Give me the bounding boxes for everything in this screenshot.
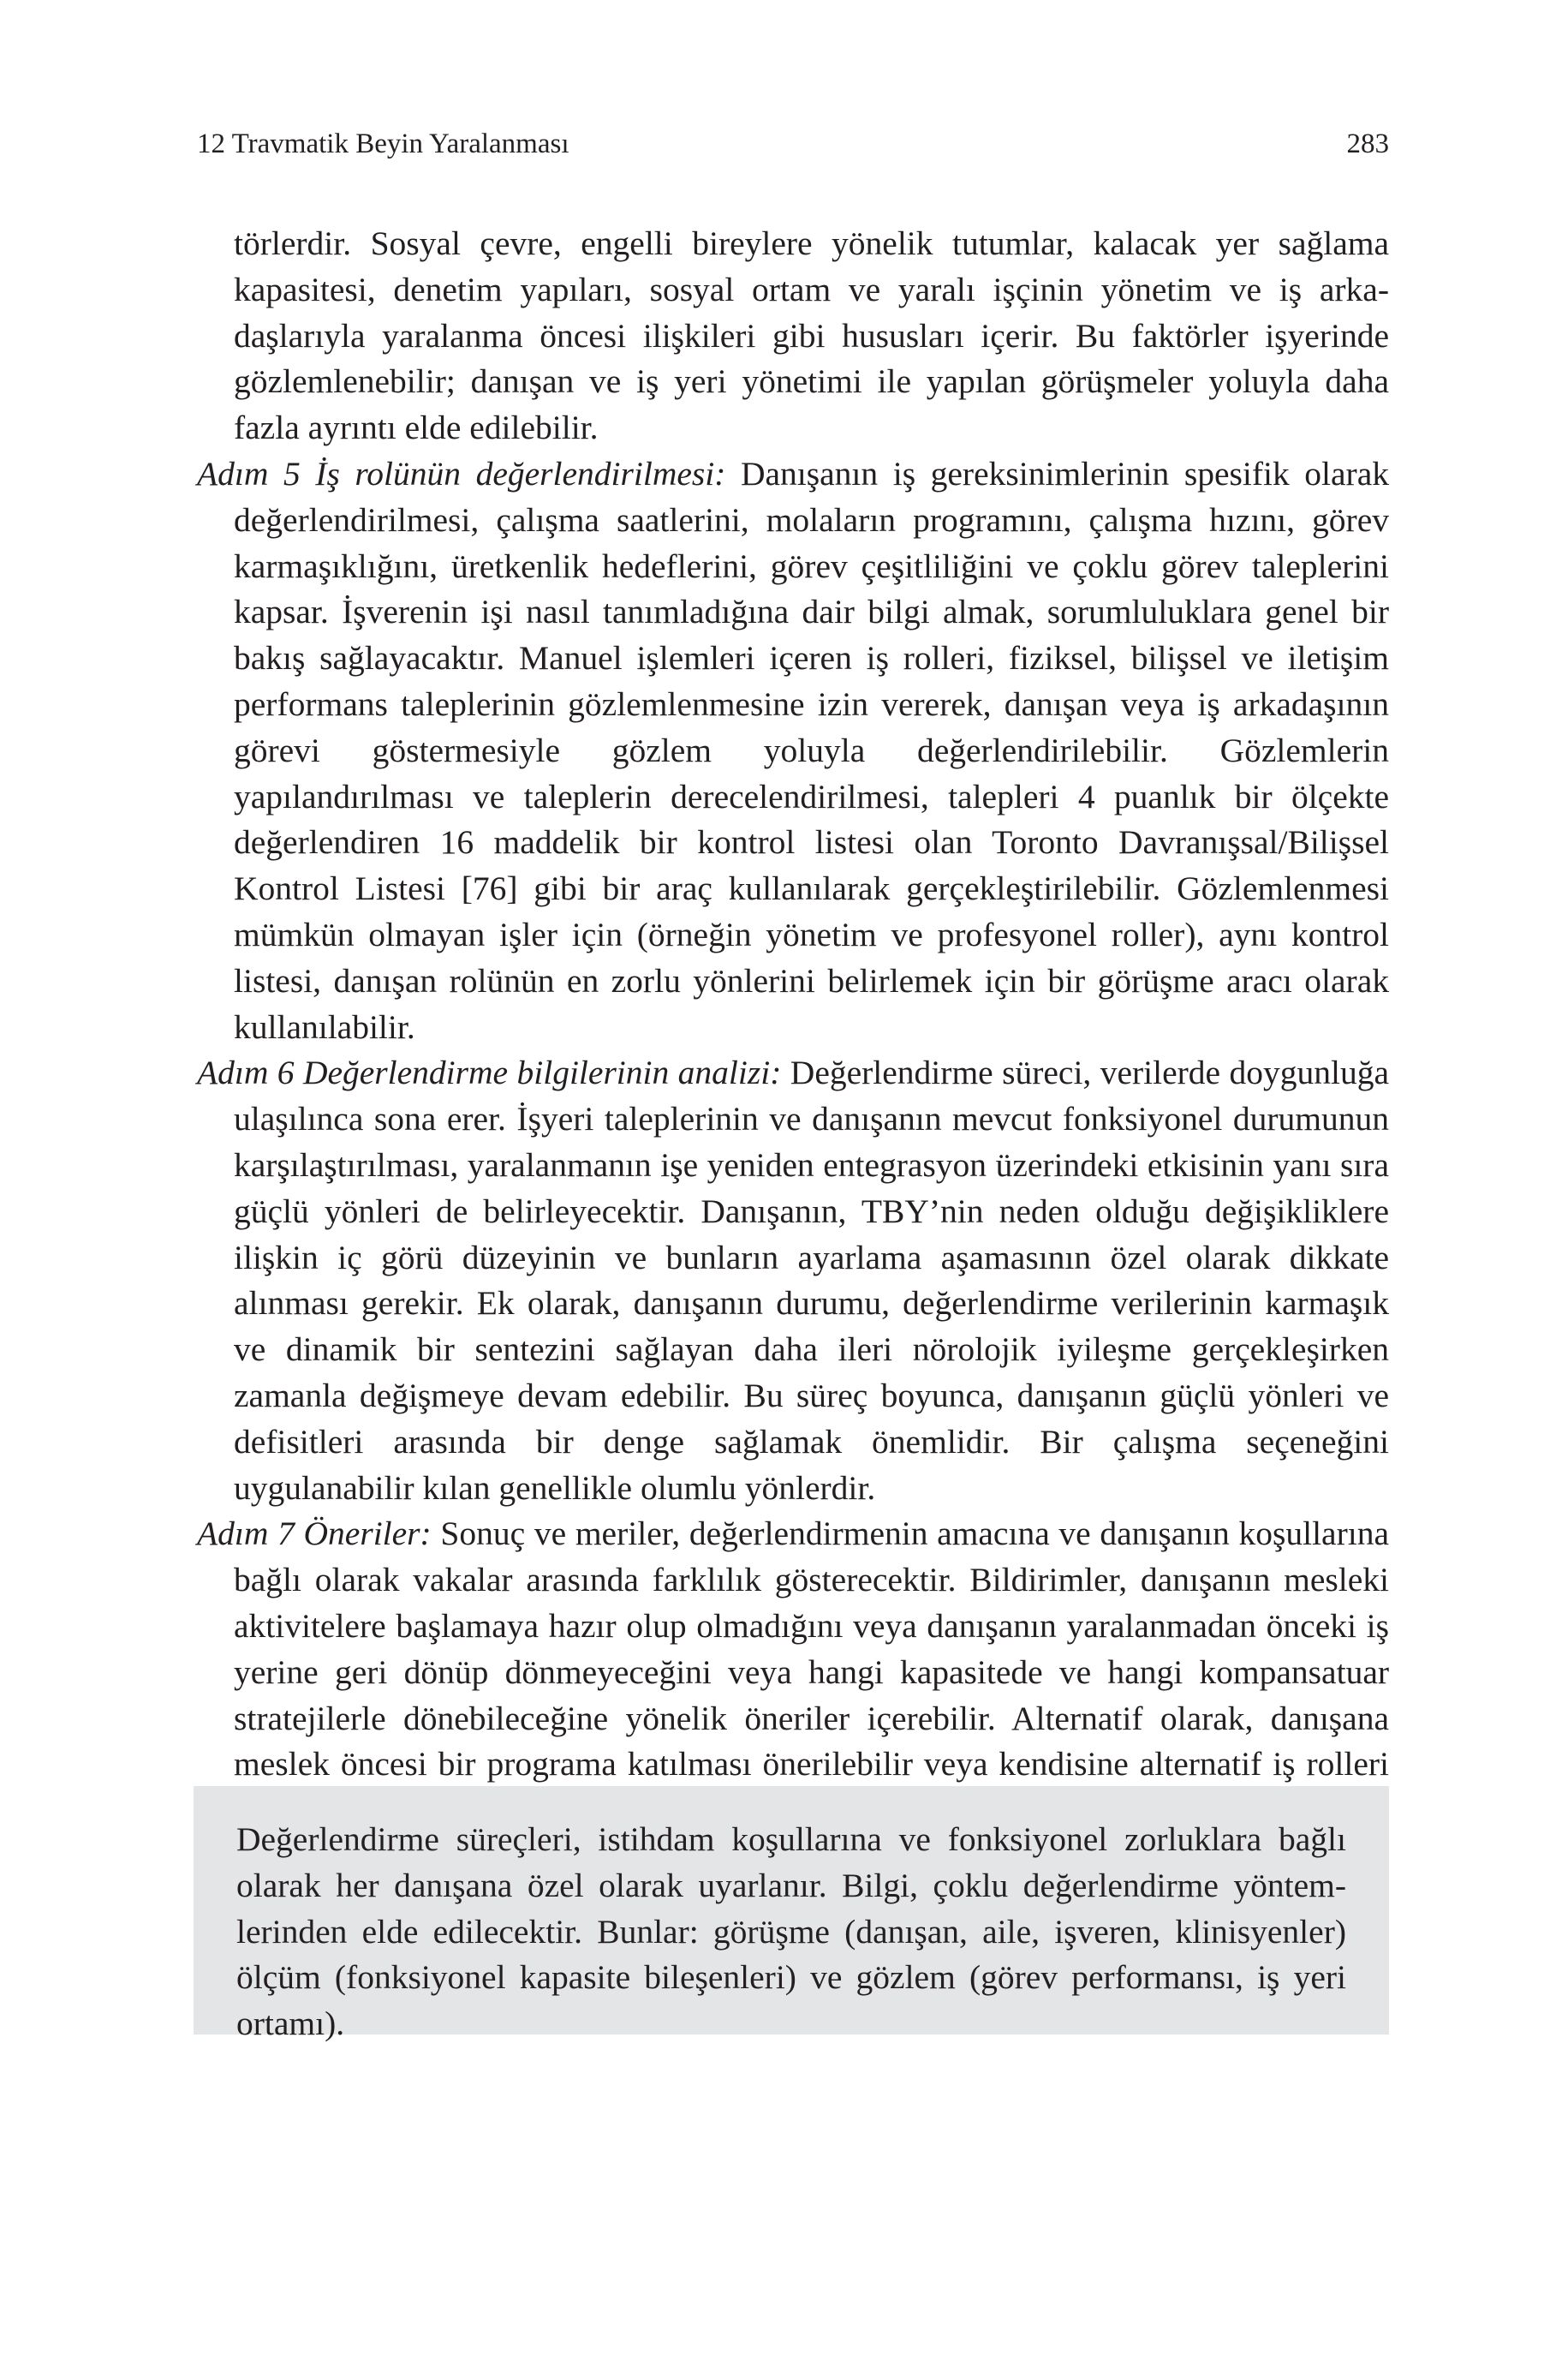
step-7-title: Adım 7 Öneriler: [197, 1515, 432, 1553]
body-text [197, 221, 1389, 1834]
chapter-title: 12 Travmatik Beyin Yaralanması [197, 128, 569, 159]
step-6-title: Adım 6 Değerlendirme bilgilerinin analizi: [197, 1054, 782, 1092]
step-5-title: Adım 5 İş rolünün değerlendirilmesi: [197, 454, 726, 493]
page-number: 283 [1346, 128, 1389, 159]
summary-box [194, 1786, 1389, 2043]
step-5-text: Danışanın iş gereksinimlerinin spesifik olarak değerlendirilmesi, çalışma saatlerini, molaların programını, çalışma hızını, görev karmaşıklığını, üretkenlik hedeflerini, görev çeşitliliğini ve çoklu görev taleplerini kapsar. İşverenin işi nasıl tanımladığına dair bilgi almak, sorumluluklara genel bir bakış sağlayacaktır. Manuel işlemleri içeren iş rolleri, fiziksel, bilişsel ve iletişim performans taleplerinin gözlemlenmesine izin vererek, danışan veya iş arkadaşının görevi göstermesiyle gözlem yoluyla değerlendirilebilir. Gözlemlerin yapılandırılması ve taleplerin derecelendirilmesi, talepleri 4 puanlık bir ölçekte değerlendiren 16 maddelik bir kontrol listesi olan Toronto Davranışsal/Bilişsel Kontrol Listesi [76] gibi bir araç kullanılarak gerçekleştirilebilir. Gözlemlenmesi mümkün olmayan işler için (örneğin yönetim ve profesyonel roller), aynı kontrol listesi, danışan rolünün en zorlu yönlerini belirlemek için bir görüşme aracı olarak kullanılabilir. [234, 454, 1389, 1046]
step-5-paragraph [197, 451, 1389, 1050]
step-7-text: Sonuç ve meriler, değerlendirmenin amacına ve danışanın koşullarına bağlı olarak vakalar arasında farklılık gösterecektir. Bildirimler, danışanın mesleki aktivitelere başlamaya hazır olup olmadığını veya danışanın yaralanmadan önceki iş yerine geri dönüp dönmeyeceğini veya hangi kapasitede ve hangi kompansatuar stratejilerle dönebileceğine yönelik öneriler içerebilir. Alternatif olarak, danışana meslek öncesi bir programa katılması önerilebilir veya kendisine alternatif iş rolleri [234, 1515, 1389, 1784]
paragraph-continuation: törlerdir. Sosyal çevre, engelli bireylere yönelik tutumlar, kalacak yer sağlama kapasitesi, denetim yapıları, sosyal ortam ve yaralı işçinin yönetim ve iş arkadaşlarıyla yaralanma öncesi ilişkileri gibi hususları içerir. Bu faktörler işyerinde gözlemlenebilir; danışan ve iş yeri yönetimi ile yapılan görüşmeler yoluyla daha fazla ayrıntı elde edilebilir. [234, 224, 1389, 447]
step-6-paragraph [197, 1050, 1389, 1511]
step-6-text: Değerlendirme süreci, verilerde doygunluğa ulaşılınca sona erer. İşyeri taleplerinin ve danışanın mevcut fonksiyonel durumunun karşılaştırılması, yaralanmanın işe yeniden entegrasyon üzerindeki etkisinin yanı sıra güçlü yönleri de belirleyecektir. Danışanın, TBY’nin neden olduğu değişikliklere ilişkin iç görü düzeyinin ve bunların ayarlama aşamasının özel olarak dikkate alınması gerekir. Ek olarak, danışanın durumu, değerlendirme verilerinin karmaşık ve dinamik bir sentezini sağlayan daha ileri nörolojik iyileşme gerçekleşirken zamanla değişmeye devam edebilir. Bu süreç boyunca, danışanın güçlü yönleri ve defisitleri arasında bir denge sağlamak önemlidir. Bir çalışma seçeneğini uygulanabilir kılan genellikle olumlu yönlerdir. [234, 1054, 1390, 1507]
summary-text: Değerlendirme süreçleri, istihdam koşullarına ve fonksiyonel zorluklara bağlı olarak her danışana özel olarak uyarlanır. Bilgi, çoklu değerlendirme yöntemlerinden elde edilecektir. Bunlar: görüşme (danışan, aile, işveren, klinisyenler) ölçüm (fonksiyonel kapasite bileşenleri) ve gözlem (görev performansı, iş yeri ortamı). [236, 1820, 1346, 2043]
